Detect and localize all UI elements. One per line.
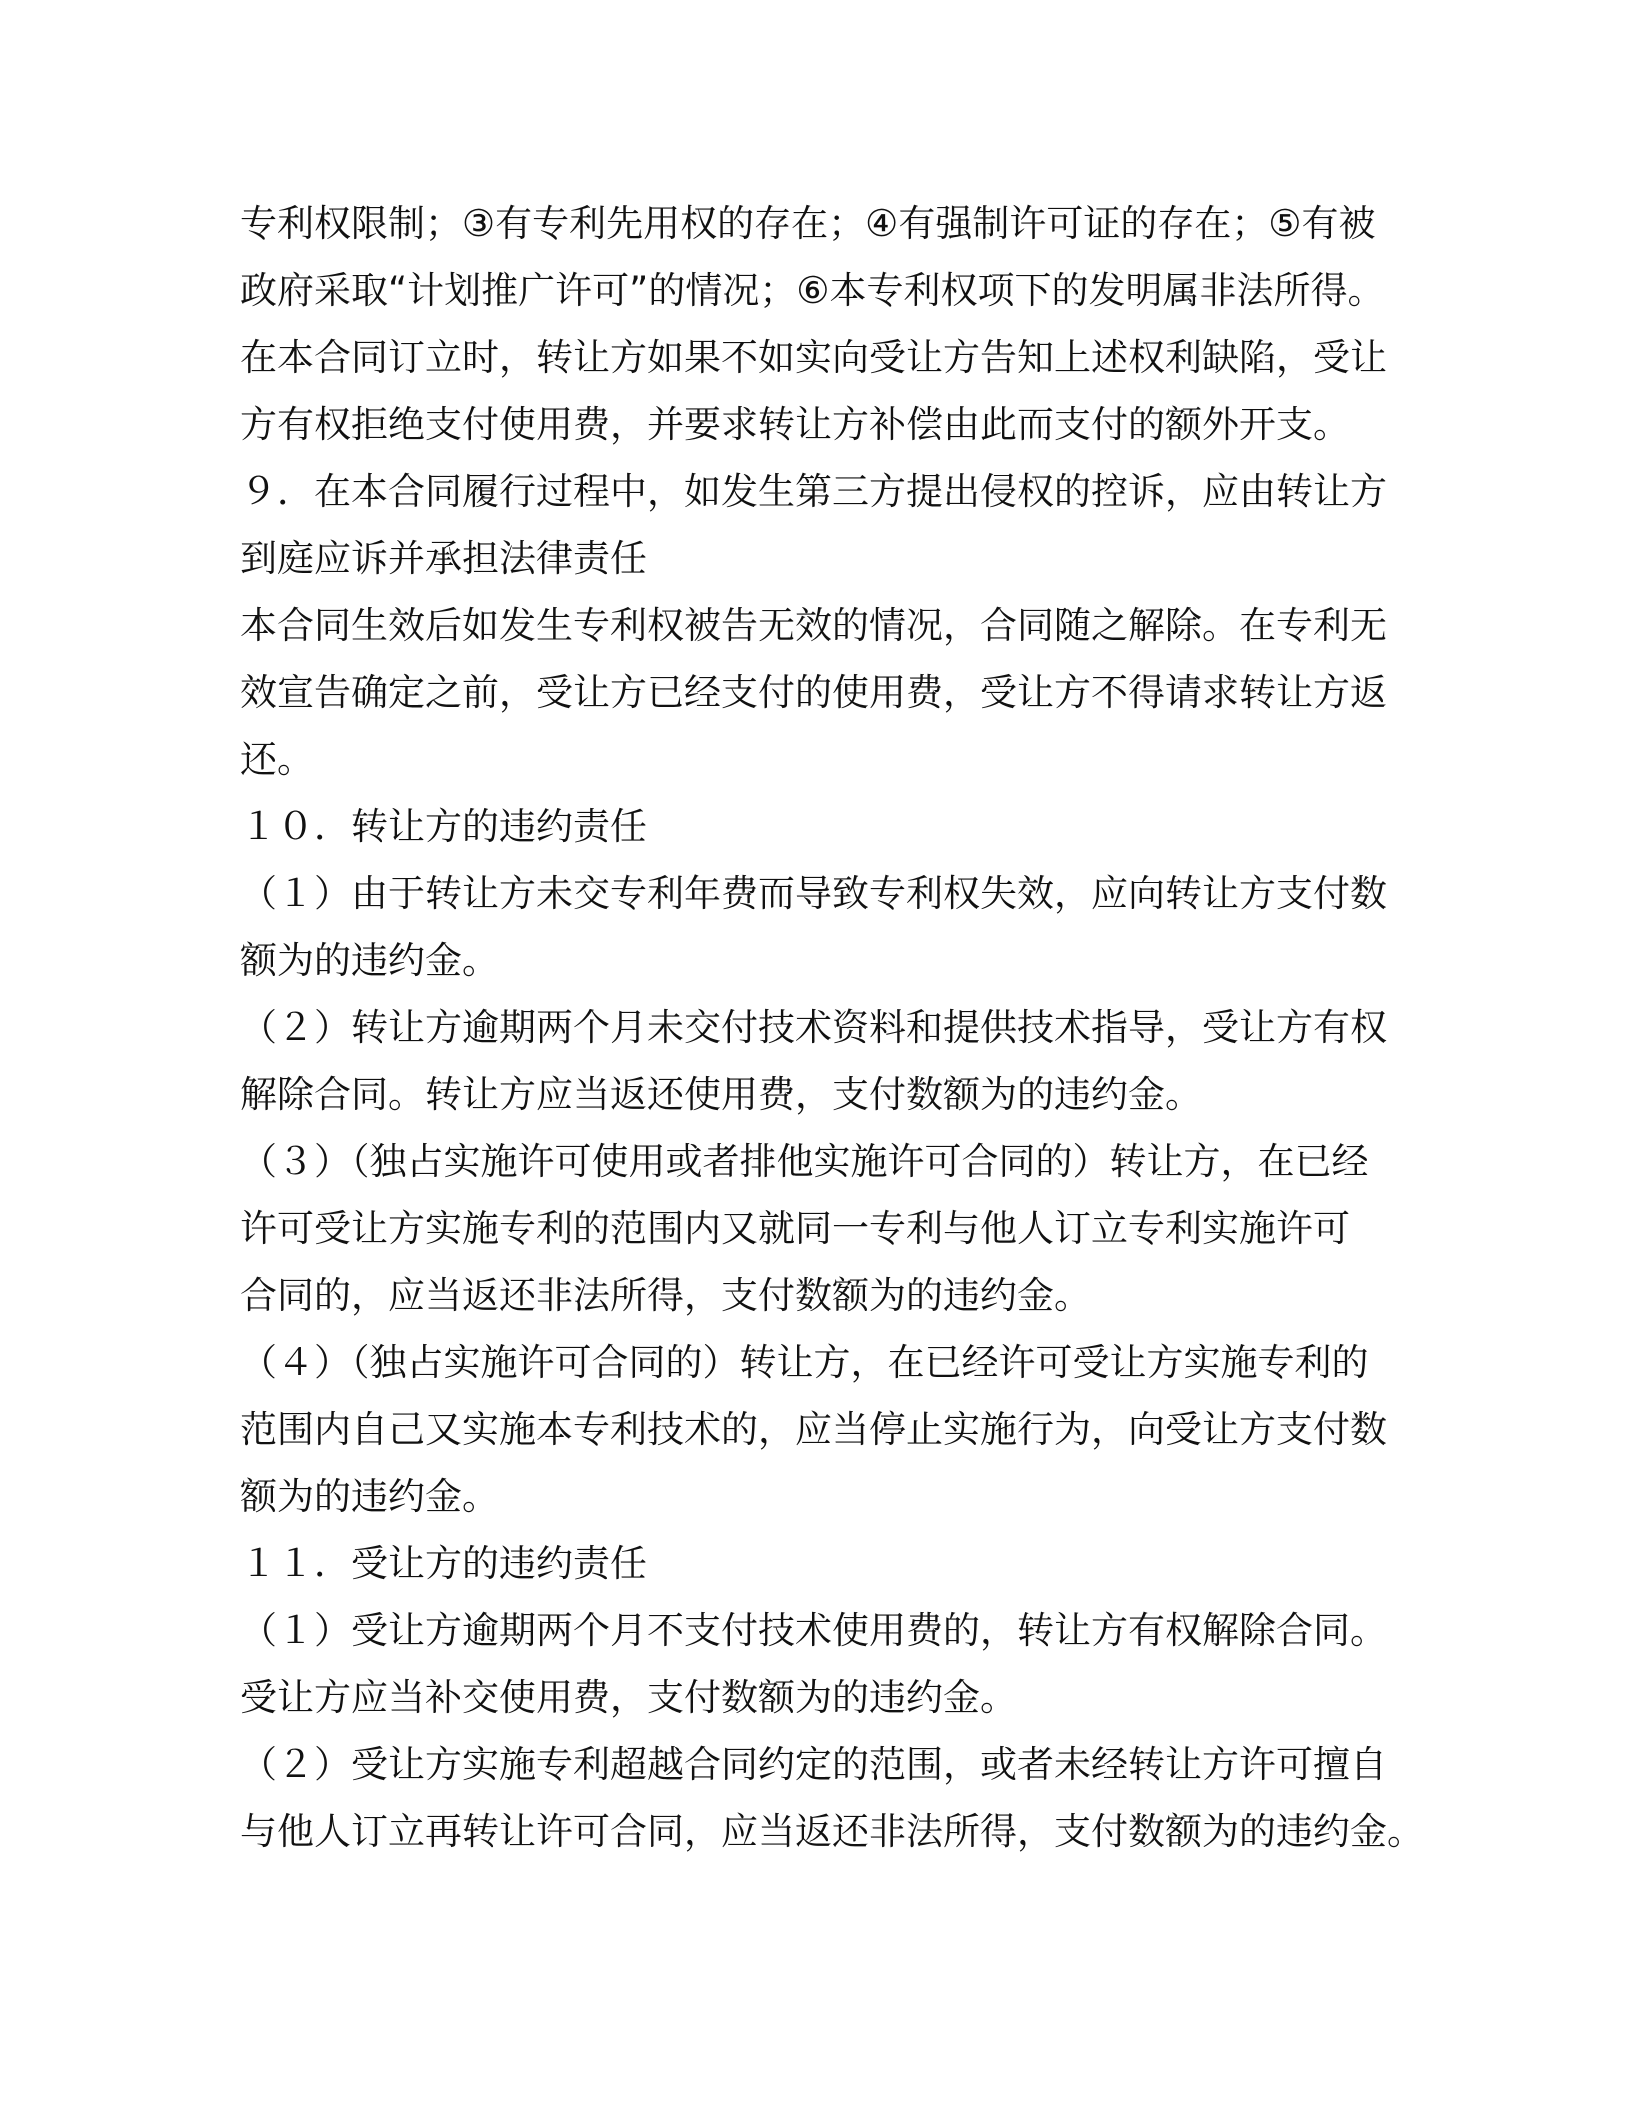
clause-9-heading: ９．在本合同履行过程中，如发生第三方提出侵权的控诉，应由转让方 — [240, 470, 1387, 513]
text-line: 额为的违约金。 — [240, 939, 499, 982]
text-line: （３）（独占实施许可使用或者排他实施许可合同的）转让方，在已经 — [240, 1140, 1369, 1183]
text-line: 合同的，应当返还非法所得，支付数额为的违约金。 — [240, 1274, 1091, 1317]
text-line: 在本合同订立时，转让方如果不如实向受让方告知上述权利缺陷，受让 — [240, 336, 1387, 379]
text-line: 效宣告确定之前，受让方已经支付的使用费，受让方不得请求转让方返 — [240, 671, 1387, 714]
clause-10-heading: １０．转让方的违约责任 — [240, 805, 647, 848]
text-line: 本合同生效后如发生专利权被告无效的情况，合同随之解除。在专利无 — [240, 604, 1387, 647]
text-line: 额为的违约金。 — [240, 1475, 499, 1518]
text-line: （２）受让方实施专利超越合同约定的范围，或者未经转让方许可擅自 — [240, 1743, 1387, 1786]
text-line: 到庭应诉并承担法律责任 — [240, 537, 647, 580]
text-line: （１）由于转让方未交专利年费而导致专利权失效，应向转让方支付数 — [240, 872, 1387, 915]
text-line: 专利权限制；③有专利先用权的存在；④有强制许可证的存在；⑤有被 — [240, 202, 1376, 245]
text-line: 政府采取“计划推广许可”的情况；⑥本专利权项下的发明属非法所得。 — [240, 269, 1385, 312]
text-line: （４）（独占实施许可合同的）转让方，在已经许可受让方实施专利的 — [240, 1341, 1369, 1384]
text-line: 受让方应当补交使用费，支付数额为的违约金。 — [240, 1676, 1017, 1719]
text-line: 方有权拒绝支付使用费，并要求转让方补偿由此而支付的额外开支。 — [240, 403, 1350, 446]
text-line: （１）受让方逾期两个月不支付技术使用费的，转让方有权解除合同。 — [240, 1609, 1387, 1652]
text-line: 许可受让方实施专利的范围内又就同一专利与他人订立专利实施许可 — [240, 1207, 1350, 1250]
document-page — [240, 190, 1424, 1865]
clause-11-heading: １１．受让方的违约责任 — [240, 1542, 647, 1585]
text-line: （２）转让方逾期两个月未交付技术资料和提供技术指导，受让方有权 — [240, 1006, 1387, 1049]
text-line: 范围内自己又实施本专利技术的，应当停止实施行为，向受让方支付数 — [240, 1408, 1387, 1451]
text-line: 还。 — [240, 738, 314, 781]
text-line: 解除合同。转让方应当返还使用费，支付数额为的违约金。 — [240, 1073, 1202, 1116]
text-line: 与他人订立再转让许可合同，应当返还非法所得，支付数额为的违约金。 — [240, 1810, 1424, 1853]
